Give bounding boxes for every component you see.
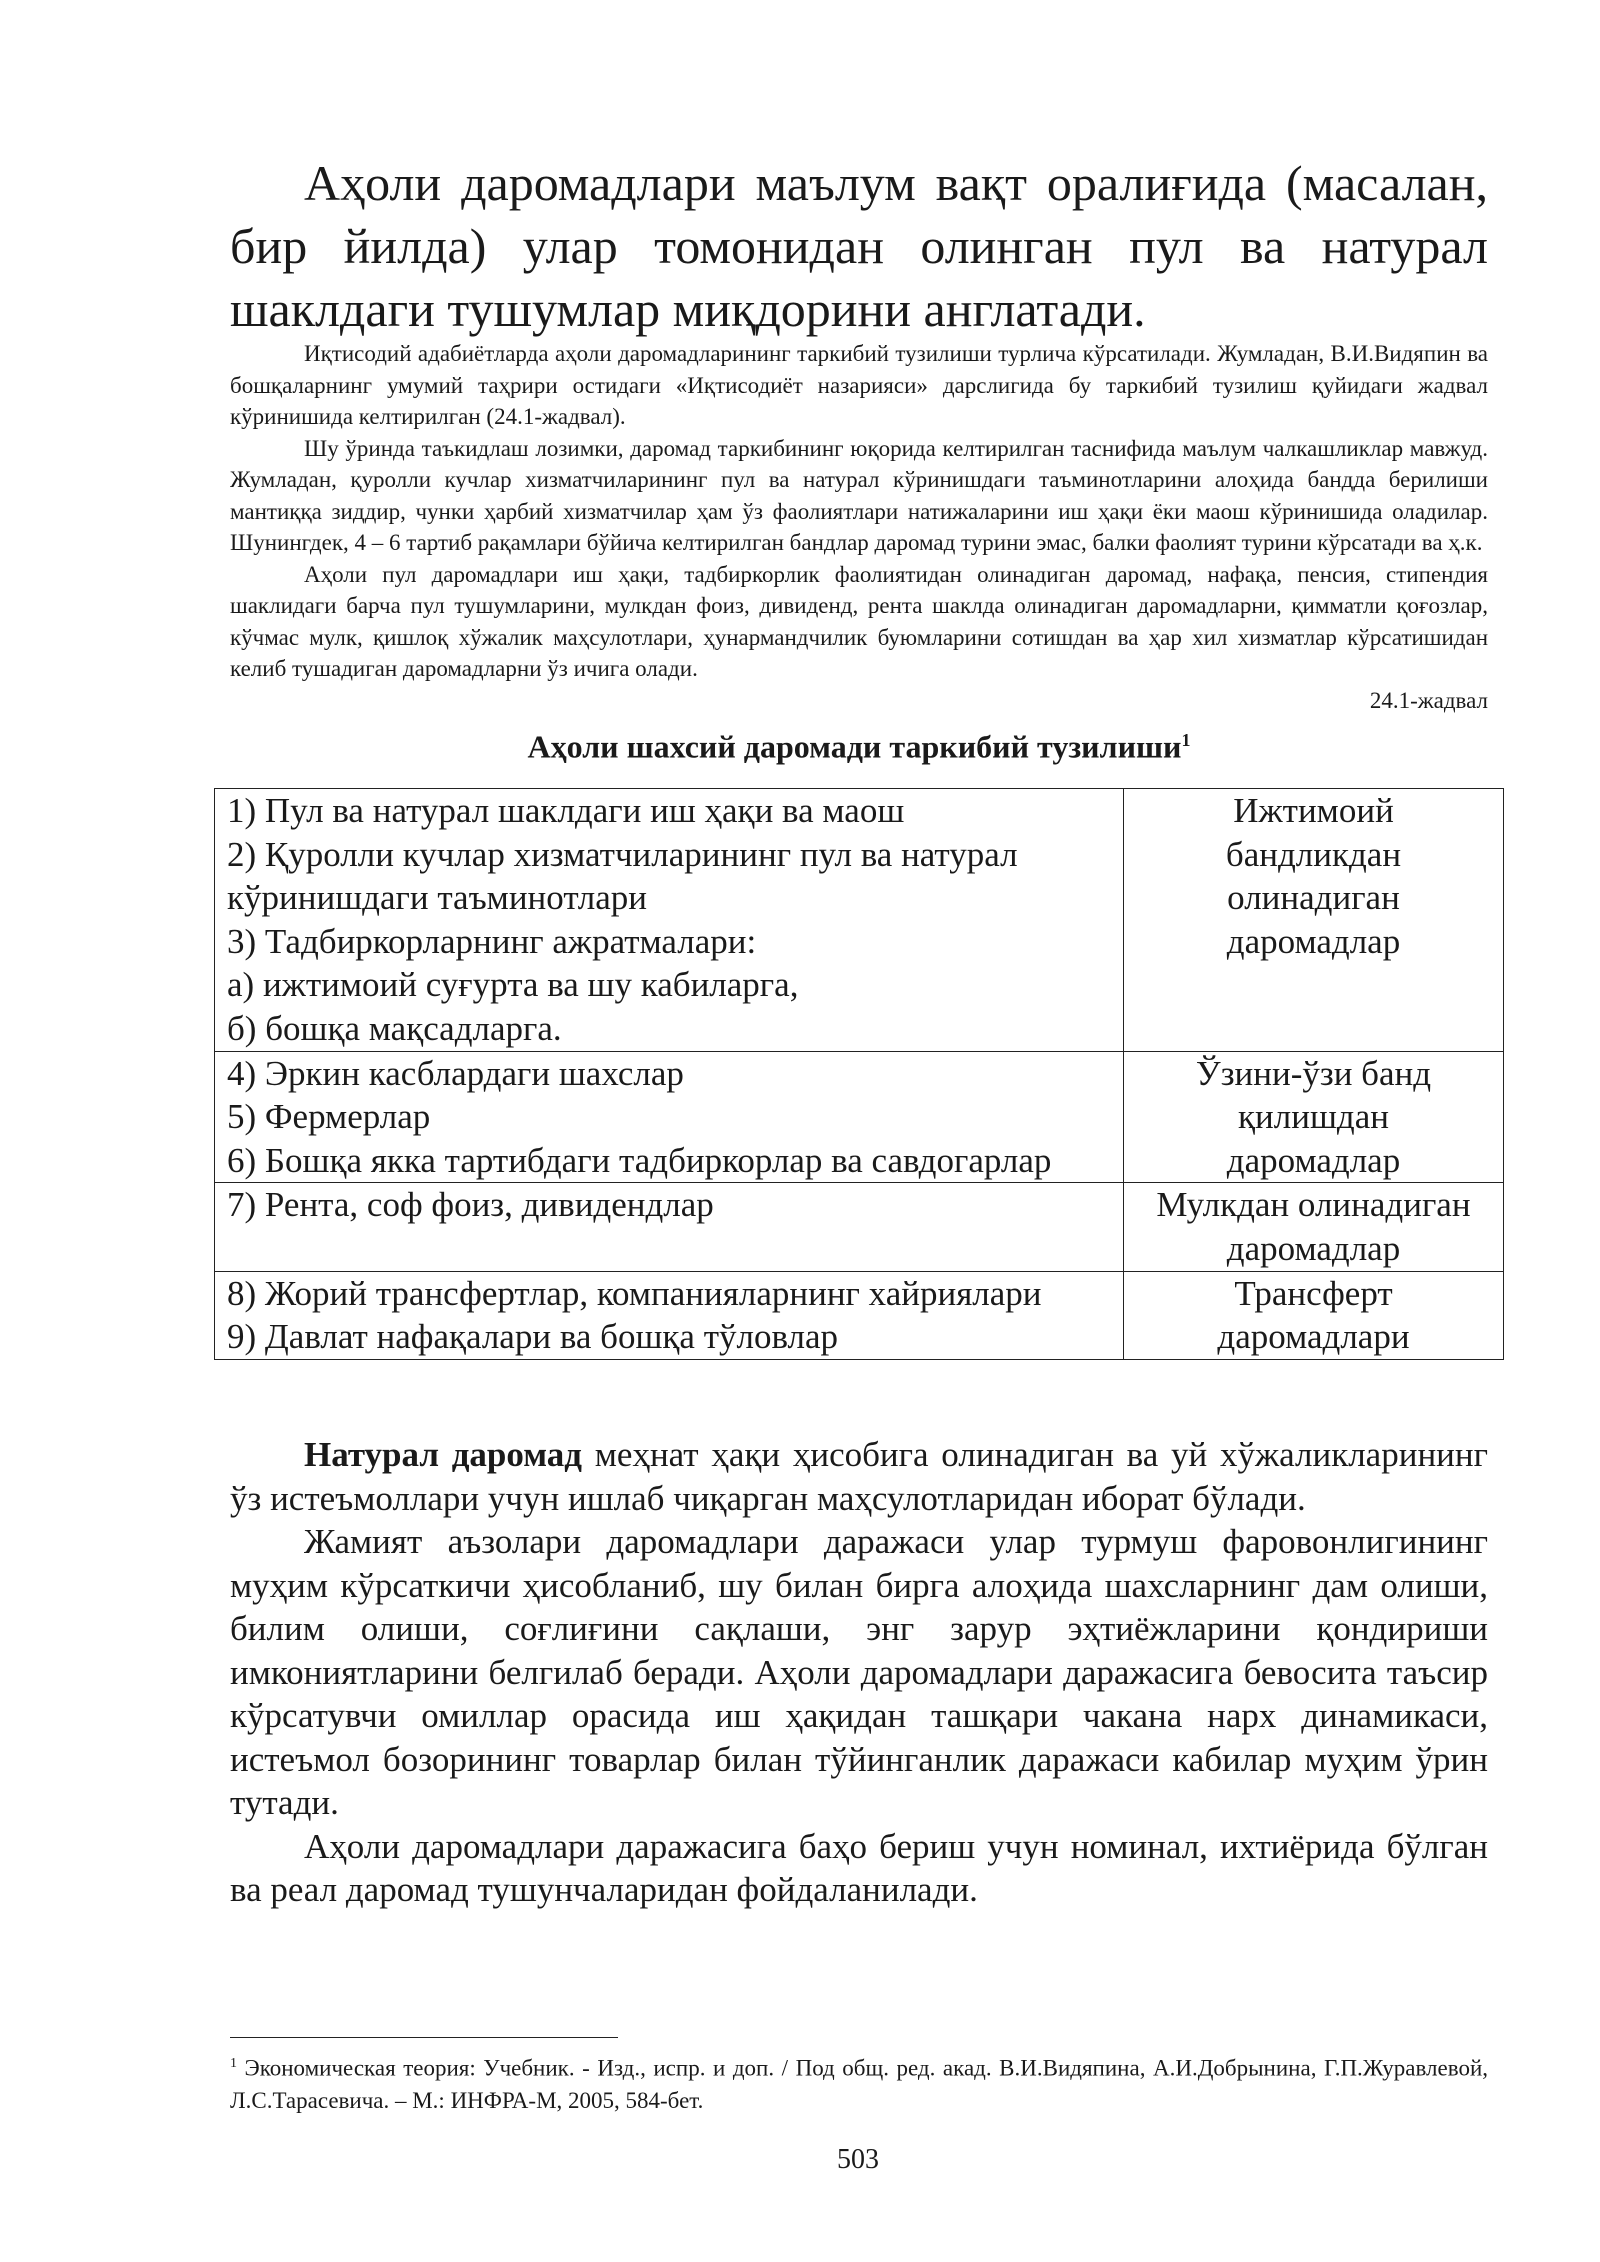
row-items-cell [215, 1051, 1124, 1183]
income-structure-table [214, 788, 1504, 1360]
category-label: Мулкдан олинадиган даромадлар [1156, 1185, 1471, 1268]
table-item: 7) Рента, соф фоиз, дивидендлар [227, 1185, 714, 1225]
term-natural-income: Натурал даромад [304, 1435, 583, 1474]
paragraph-natural-income: Натурал даромад меҳнат ҳақи ҳисобига олинадиган ва уй хўжаликларининг ўз истеъмоллари учун ишлаб чиқарган маҳсулотларидан иборат бўлади. [230, 1435, 1488, 1518]
table-item: а) ижтимоий суғурта ва шу кабиларга, [227, 965, 799, 1005]
table-item: 6) Бошқа якка тартибдаги тадбиркорлар ва савдогарлар [227, 1140, 1052, 1180]
footnote-reference: 1 [1181, 729, 1191, 750]
row-category-cell [1124, 1271, 1504, 1359]
row-category-cell [1124, 789, 1504, 1052]
body-text-block [230, 1433, 1488, 1912]
table-row [215, 1271, 1504, 1359]
row-items-cell [215, 1183, 1124, 1271]
table-row [215, 1183, 1504, 1271]
paragraph-literature: Иқтисодий адабиётларда аҳоли даромадларининг таркибий тузилиши турлича кўрсатилади. Жумладан, В.И.Видяпин ва бошқаларнинг умумий таҳрири остидаги «Иқтисодиёт назарияси» дарслигида бу таркибий тузилиш қуйидаги жадвал кўринишида келтирилган (24.1-жадвал). [230, 341, 1488, 429]
intro-lead-paragraph: Аҳоли даромадлари маълум вақт оралиғида (масалан, бир йилда) улар томонидан олинган пул ва натурал шаклдаги тушумлар миқдорини англатади. [230, 155, 1488, 337]
paragraph-confusion: Шу ўринда таъкидлаш лозимки, даромад таркибининг юқорида келтирилган таснифида маълум чалкашликлар мавжуд. Жумладан, қуролли кучлар хизматчиларининг пул ва натурал кўринишдаги таъминотларини алоҳида бандда берилиши мантиққа зиддир, чунки ҳарбий хизматчилар ҳам ўз фаолиятлари натижаларини иш ҳақи ёки маош кўринишида оладилар. Шунингдек, 4 – 6 тартиб рақамлари бўйича келтирилган бандлар даромад турини эмас, балки фаолият турини кўрсатади ва ҳ.к. [230, 435, 1488, 555]
table-item: 4) Эркин касблардаги шахслар [227, 1053, 684, 1093]
paragraph-income-assessment: Аҳоли даромадлари даражасига баҳо бериш учун номинал, ихтиёрида бўлган ва реал даромад тушунчаларидан фойдаланилади. [230, 1826, 1488, 1909]
table-item: 1) Пул ва натурал шаклдаги иш ҳақи ва маош [227, 791, 905, 830]
footnote-divider [230, 2037, 618, 2038]
table-item: 5) Фермерлар [227, 1097, 431, 1137]
category-label: Ижтимоий бандликдан олинадиган даромадлар [1225, 791, 1402, 961]
table-item: 3) Тадбиркорларнинг ажратмалари: [227, 921, 757, 961]
table-row [215, 789, 1504, 1052]
row-category-cell [1124, 1051, 1504, 1183]
page-number: 503 [837, 2144, 879, 2175]
row-category-cell [1124, 1183, 1504, 1271]
table-item: 9) Давлат нафақалари ва бошқа тўловлар [227, 1317, 839, 1357]
category-label: Трансферт даромадлари [1217, 1273, 1410, 1357]
table-title: Аҳоли шахсий даромади таркибий тузилиши$^1$ [527, 728, 1191, 765]
paragraph-income-level: Жамият аъзолари даромадлари даражаси улар турмуш фаровонлигининг муҳим кўрсаткичи ҳисобланиб, шу билан бирга алоҳида шахсларнинг дам олиши, билим олиши, соғлиғини сақлаши, энг зарур эҳтиёжларини қондириши имкониятларини белгилаб беради. Аҳоли даромадлари даражасига бевосита таъсир кўрсатувчи омиллар орасида иш ҳақидан ташқари чакана нарх динамикаси, истеъмол бозорининг товарлар билан тўйинганлик даражаси кабилар муҳим ўрин тутади. [230, 1522, 1488, 1822]
intro-block [230, 152, 1488, 341]
footnote: $^1$ Экономическая теория: Учебник. - Изд., испр. и доп. / Под общ. ред. акад. В.И.Видяпина, А.И.Добрынина, Г.П.Журавлевой, Л.С.Тарасевича. – М.: ИНФРА-М, 2005, 584-бет. [230, 2055, 1488, 2113]
table-number: 24.1-жадвал [1369, 687, 1488, 713]
table-item: б) бошқа мақсадларга. [227, 1008, 562, 1048]
small-text-block [230, 338, 1488, 766]
table-item: 2) Қуролли кучлар хизматчиларининг пул ва натурал кўринишдаги таъминотлари [227, 834, 1018, 918]
category-label: Ўзини-ўзи банд қилишдан даромадлар [1195, 1053, 1432, 1180]
footnote-mark: 1 [230, 2056, 237, 2071]
table-item: 8) Жорий трансфертлар, компанияларнинг хайриялари [227, 1273, 1042, 1313]
paragraph-money-income: Аҳоли пул даромадлари иш ҳақи, тадбиркорлик фаолиятидан олинадиган даромад, нафақа, пенсия, стипендия шаклидаги барча пул тушумларини, мулкдан фоиз, дивиденд, рента шаклда олинадиган даромадларни, қимматли қоғозлар, кўчмас мулк, қишлоқ хўжалик маҳсулотлари, ҳунармандчилик буюмларини сотишдан ва ҳар хил хизматлар кўрсатишидан келиб тушадиган даромадларни ўз ичига олади. [230, 561, 1488, 681]
row-items-cell [215, 789, 1124, 1052]
table-row [215, 1051, 1504, 1183]
row-items-cell [215, 1271, 1124, 1359]
